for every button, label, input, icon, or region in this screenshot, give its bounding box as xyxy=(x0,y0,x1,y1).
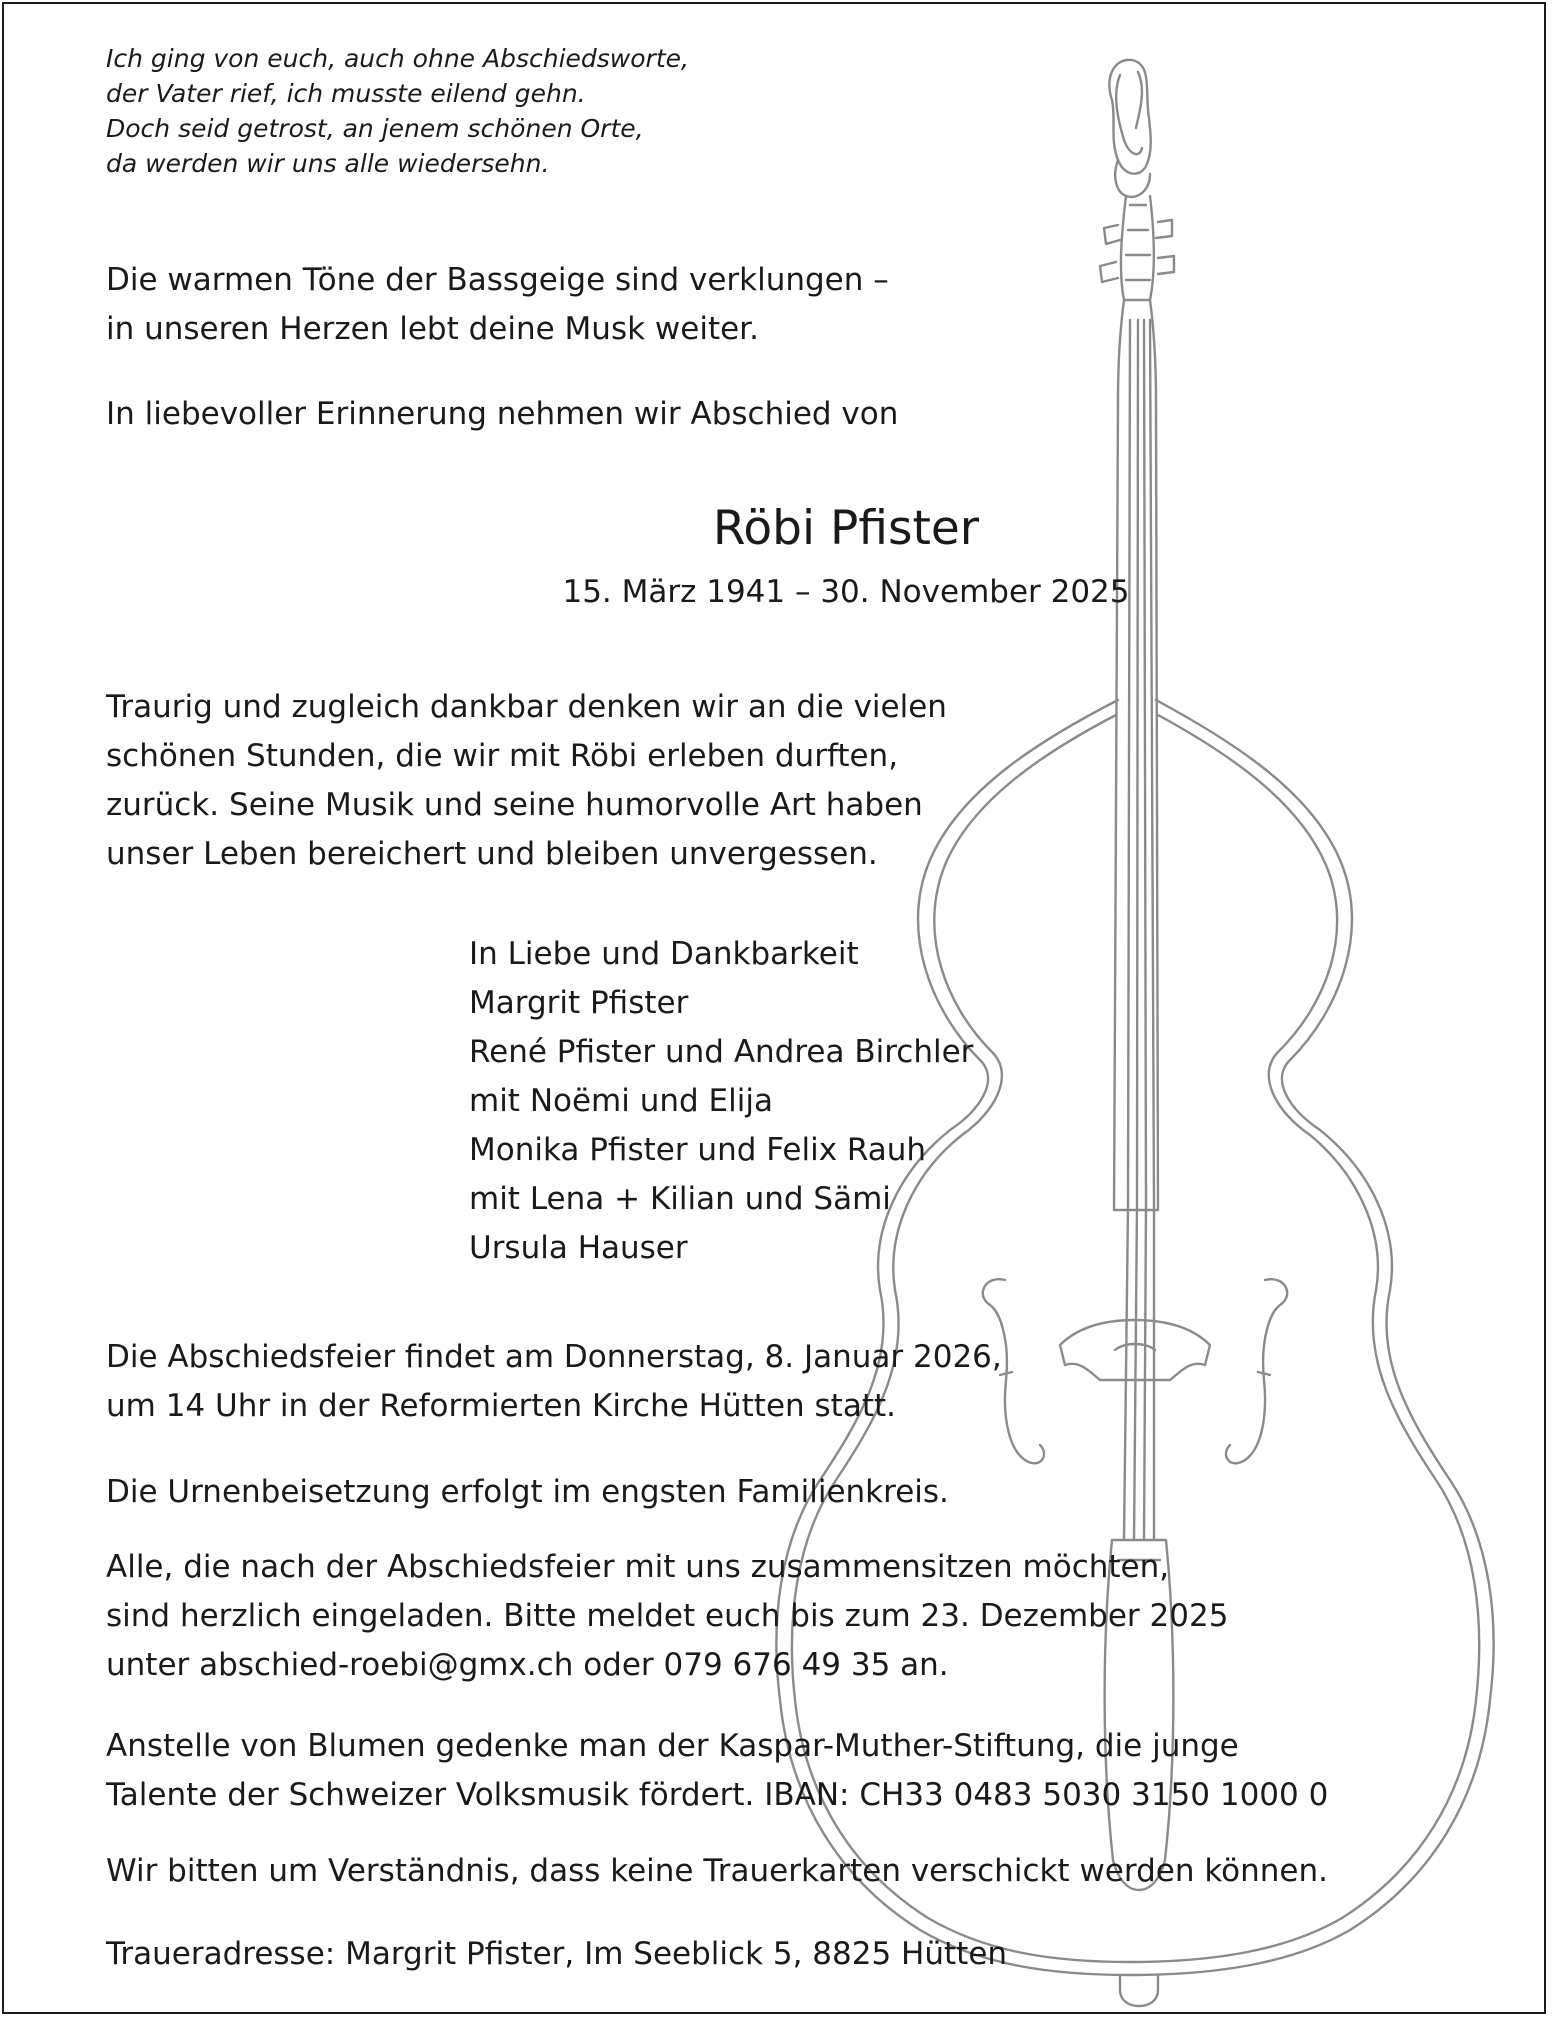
service-line: um 14 Uhr in der Reformierten Kirche Hütten statt. xyxy=(106,1388,896,1424)
service-paragraph xyxy=(106,1333,1002,1431)
intro-line: in unseren Herzen lebt deine Musk weiter. xyxy=(106,311,759,347)
gratitude-line: zurück. Seine Musik und seine humorvolle Art haben xyxy=(106,787,923,823)
poem-line: der Vater rief, ich musste eilend gehn. xyxy=(106,79,586,108)
invitation-line: sind herzlich eingeladen. Bitte meldet euch bis zum 23. Dezember 2025 xyxy=(106,1598,1229,1634)
poem-line: Doch seid getrost, an jenem schönen Orte, xyxy=(106,114,644,143)
poem-line: Ich ging von euch, auch ohne Abschiedsworte, xyxy=(106,44,689,73)
flowers-line: Talente der Schweizer Volksmusik fördert. IBAN: CH33 0483 5030 3150 1000 0 xyxy=(106,1777,1329,1813)
remembrance-line: In liebevoller Erinnerung nehmen wir Abschied von xyxy=(106,396,899,432)
family-member: Margrit Pfister xyxy=(469,985,689,1021)
gratitude-paragraph xyxy=(106,683,947,879)
urn-paragraph: Die Urnenbeisetzung erfolgt im engsten Familienkreis. xyxy=(106,1474,949,1510)
deceased-name: Röbi Pfister xyxy=(712,501,980,556)
invitation-paragraph xyxy=(106,1543,1228,1690)
invitation-line: unter abschied-roebi@gmx.ch oder 079 676 49 35 an. xyxy=(106,1647,949,1683)
family-member: René Pfister und Andrea Birchler xyxy=(469,1034,974,1070)
family-member: mit Noëmi und Elija xyxy=(469,1083,773,1119)
life-dates: 15. März 1941 – 30. November 2025 xyxy=(562,574,1130,610)
family-heading: In Liebe und Dankbarkeit xyxy=(469,936,859,972)
service-line: Die Abschiedsfeier findet am Donnerstag, 8. Januar 2026, xyxy=(106,1339,1002,1375)
flowers-line: Anstelle von Blumen gedenke man der Kaspar-Muther-Stiftung, die junge xyxy=(106,1728,1239,1764)
family-member: Ursula Hauser xyxy=(469,1230,688,1266)
poem xyxy=(106,41,689,181)
intro-line: Die warmen Töne der Bassgeige sind verklungen – xyxy=(106,262,889,298)
intro-paragraph xyxy=(106,256,889,354)
flowers-paragraph xyxy=(106,1722,1328,1820)
cards-paragraph: Wir bitten um Verständnis, dass keine Trauerkarten verschickt werden können. xyxy=(106,1853,1329,1889)
poem-line: da werden wir uns alle wiedersehn. xyxy=(106,149,550,178)
gratitude-line: Traurig und zugleich dankbar denken wir an die vielen xyxy=(106,689,947,725)
family-member: Monika Pfister und Felix Rauh xyxy=(469,1132,927,1168)
mourning-address: Traueradresse: Margrit Pfister, Im Seeblick 5, 8825 Hütten xyxy=(106,1936,1008,1972)
gratitude-line: unser Leben bereichert und bleiben unvergessen. xyxy=(106,836,878,872)
family-member: mit Lena + Kilian und Sämi xyxy=(469,1181,891,1217)
family-signatures xyxy=(469,930,973,1273)
invitation-line: Alle, die nach der Abschiedsfeier mit uns zusammensitzen möchten, xyxy=(106,1549,1170,1585)
gratitude-line: schönen Stunden, die wir mit Röbi erleben durften, xyxy=(106,738,899,774)
